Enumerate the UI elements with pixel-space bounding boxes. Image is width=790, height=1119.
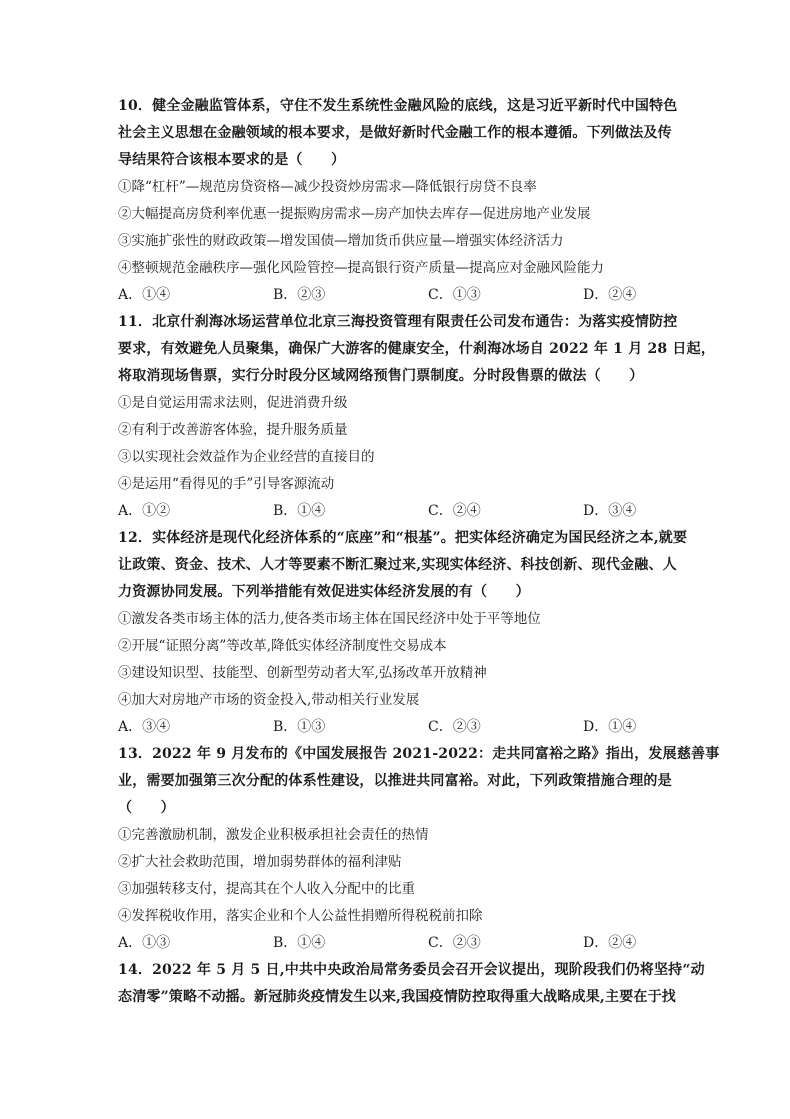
statement-option: ②开展“证照分离”等改革,降低实体经济制度性交易成本 <box>118 638 447 654</box>
answer-choices <box>118 714 678 741</box>
question-12 <box>118 525 688 741</box>
question-stem-line: 13．2022 年 9 月发布的《中国发展报告 2021-2022：走共同富裕之路》指出，发展慈善事 <box>118 746 720 762</box>
statement-option: ②扩大社会救助范围，增加弱势群体的福利津贴 <box>118 854 402 870</box>
question-stem-line: 要求，有效避免人员聚集，确保广大游客的健康安全，什刹海冰场自 2022 年 1 月 28 日起， <box>118 341 716 357</box>
statement-option: ③实施扩张性的财政政策—增发国债—增加货币供应量—增强实体经济活力 <box>118 233 564 249</box>
choice-c: C．②③ <box>428 719 481 735</box>
choice-b: B．①④ <box>273 503 326 519</box>
question-stem-line: 11．北京什刹海冰场运营单位北京三海投资管理有限责任公司发布通告：为落实疫情防控 <box>118 314 678 330</box>
statement-option: ④加大对房地产市场的资金投入,带动相关行业发展 <box>118 692 420 708</box>
choice-b: B．①③ <box>273 719 326 735</box>
question-10 <box>118 93 678 309</box>
answer-choices <box>118 930 678 957</box>
statement-option: ④发挥税收作用，落实企业和个人公益性捐赠所得税税前扣除 <box>118 908 483 924</box>
question-stem-line: 导结果符合该根本要求的是（ ） <box>118 152 346 168</box>
statement-option: ①激发各类市场主体的活力,使各类市场主体在国民经济中处于平等地位 <box>118 611 541 627</box>
question-stem-line: 10．健全金融监管体系，守住不发生系统性金融风险的底线，这是习近平新时代中国特色 <box>118 98 678 114</box>
question-stem-line: （ ） <box>118 800 175 816</box>
question-stem-line: 态清零”策略不动摇。新冠肺炎疫情发生以来,我国疫情防控取得重大战略成果,主要在于找 <box>118 989 676 1005</box>
question-11 <box>118 309 716 525</box>
question-list <box>118 93 720 1011</box>
statement-option: ①降“杠杆”—规范房贷资格—减少投资炒房需求—降低银行房贷不良率 <box>118 179 537 195</box>
statement-option: ③建设知识型、技能型、创新型劳动者大军,弘扬改革开放精神 <box>118 665 487 681</box>
statement-option: ③加强转移支付，提高其在个人收入分配中的比重 <box>118 881 415 897</box>
statement-option: ②有利于改善游客体验，提升服务质量 <box>118 422 348 438</box>
answer-choices <box>118 498 678 525</box>
statement-option: ④是运用“看得见的手”引导客源流动 <box>118 476 335 492</box>
question-stem-line: 14．2022 年 5 月 5 日,中共中央政治局常务委员会召开会议提出，现阶段我们仍将坚持“动 <box>118 962 705 978</box>
choice-c: C．②③ <box>428 935 481 951</box>
question-stem-line: 社会主义思想在金融领域的根本要求，是做好新时代金融工作的根本遵循。下列做法及传 <box>118 125 672 141</box>
choice-a: A．①② <box>118 503 171 519</box>
question-stem-line: 让政策、资金、技术、人才等要素不断汇聚过来,实现实体经济、科技创新、现代金融、人 <box>118 557 677 573</box>
statement-option: ①是自觉运用需求法则，促进消费升级 <box>118 395 348 411</box>
choice-d: D．②④ <box>583 287 637 303</box>
statement-option: ②大幅提高房贷利率优惠一提振购房需求—房产加快去库存—促进房地产业发展 <box>118 206 591 222</box>
question-stem-line: 力资源协同发展。下列举措能有效促进实体经济发展的有（ ） <box>118 584 530 600</box>
question-stem-line: 将取消现场售票，实行分时段分区域网络预售门票制度。分时段售票的做法（ ） <box>118 368 644 384</box>
choice-a: A．①③ <box>118 935 171 951</box>
question-13 <box>118 741 720 957</box>
question-14 <box>118 957 705 1011</box>
choice-d: D．②④ <box>583 935 637 951</box>
statement-option: ①完善激励机制，激发企业积极承担社会责任的热情 <box>118 827 429 843</box>
choice-b: B．①④ <box>273 935 326 951</box>
choice-b: B．②③ <box>273 287 326 303</box>
choice-a: A．①④ <box>118 287 171 303</box>
statement-option: ④整顿规范金融秩序—强化风险管控—提高银行资产质量—提高应对金融风险能力 <box>118 260 604 276</box>
choice-c: C．②④ <box>428 503 481 519</box>
statement-option: ③以实现社会效益作为企业经营的直接目的 <box>118 449 375 465</box>
choice-a: A．③④ <box>118 719 171 735</box>
answer-choices <box>118 282 678 309</box>
choice-c: C．①③ <box>428 287 481 303</box>
question-stem-line: 业，需要加强第三次分配的体系性建设，以推进共同富裕。对此，下列政策措施合理的是 <box>118 773 672 789</box>
question-stem-line: 12．实体经济是现代化经济体系的“底座”和“根基”。把实体经济确定为国民经济之本,就要 <box>118 530 688 546</box>
choice-d: D．①④ <box>583 719 637 735</box>
choice-d: D．③④ <box>583 503 637 519</box>
